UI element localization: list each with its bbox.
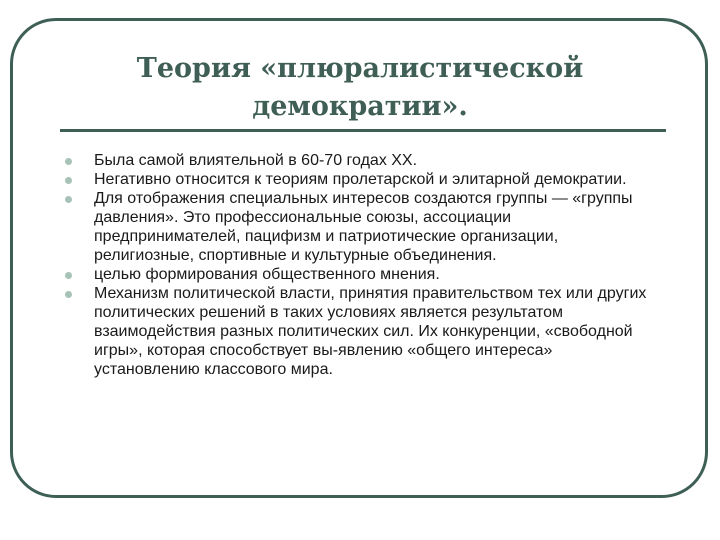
bullet-text: Механизм политической власти, принятия правительством тех или других политических решений в таких условиях является результатом взаимодействия разных политических сил. Их конкуренции, «свободной игры», которая способствует вы-явлению «общего интереса» установлению классового мира. — [94, 285, 647, 378]
round-bullet-icon — [65, 272, 72, 279]
bullet-item — [65, 151, 650, 170]
title-divider — [60, 129, 666, 132]
round-bullet-icon — [65, 196, 72, 203]
bullet-text: Была самой влиятельной в 60-70 годах ХХ. — [94, 152, 418, 169]
round-bullet-icon — [65, 291, 72, 298]
bullet-text: целью формирования общественного мнения. — [94, 266, 440, 283]
bullet-item — [65, 284, 650, 379]
round-bullet-icon — [65, 177, 72, 184]
slide-title: Теория «плюралистической демократии». — [136, 53, 584, 122]
bullet-text: Негативно относится к теориям пролетарской и элитарной демократии. — [94, 171, 627, 188]
bullet-list — [65, 151, 650, 379]
bullet-item — [65, 189, 650, 265]
bullet-text: Для отображения специальных интересов создаются группы — «группы давления». Это профессиональные союзы, ассоциации предпринимателей, пацифизм и патриотические организации, религиозные, спортивные и культурные объединения. — [94, 190, 633, 264]
bullet-item — [65, 265, 650, 284]
bullet-item — [65, 170, 650, 189]
round-bullet-icon — [65, 158, 72, 165]
